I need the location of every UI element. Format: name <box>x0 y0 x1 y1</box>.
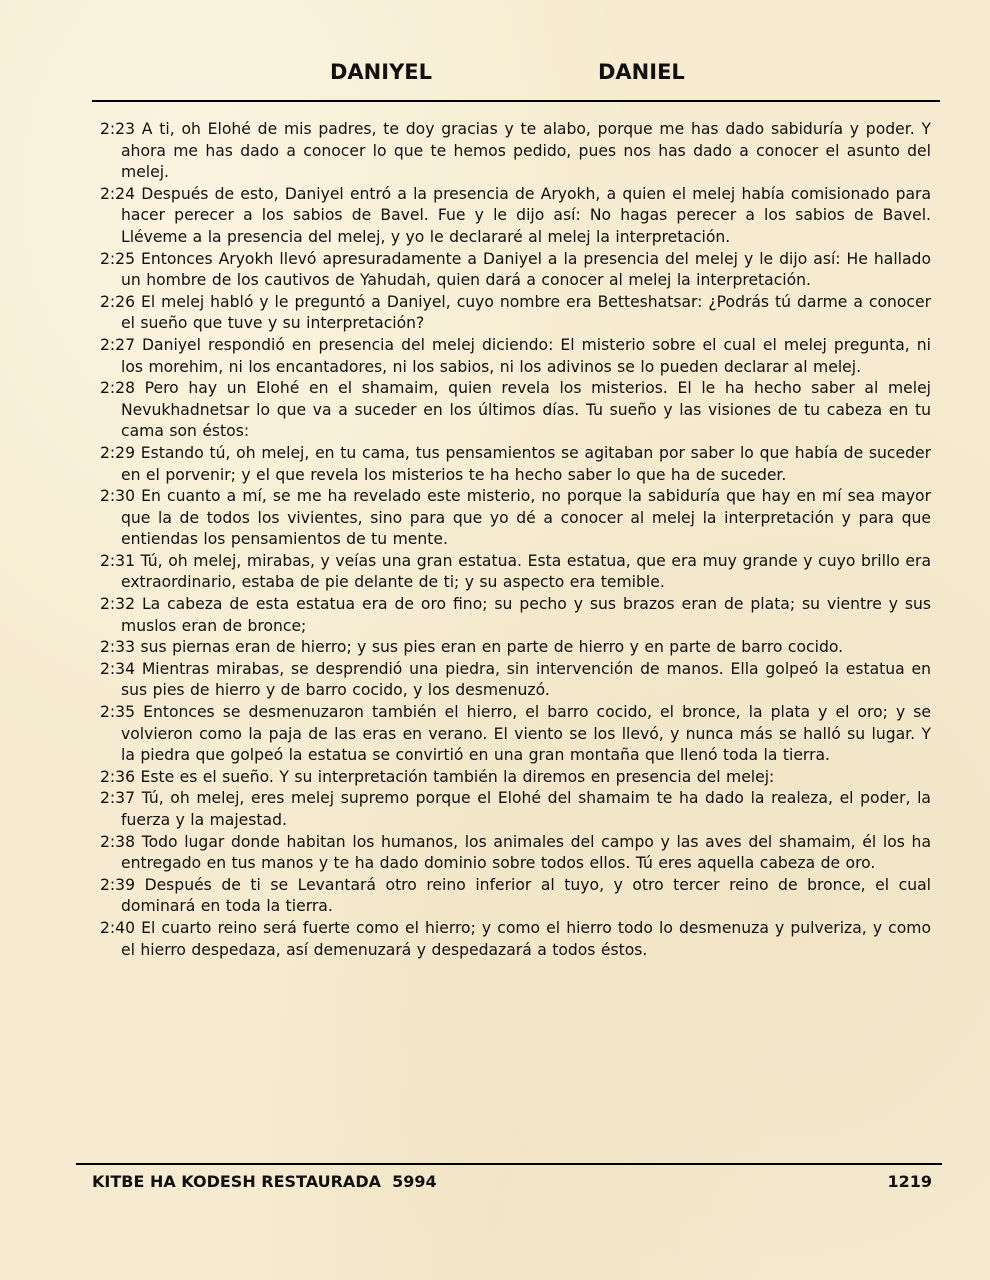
verse-2-25: 2:25 Entonces Aryokh llevó apresuradamente a Daniyel a la presencia del melej y le dijo así: He hallado un hombre de los cautivos de Yahudah, quien dará a conocer al melej la interpretación. <box>100 249 931 290</box>
verse-2-27: 2:27 Daniyel respondió en presencia del melej diciendo: El misterio sobre el cual el melej pregunta, ni los morehim, ni los encantadores, ni los sabios, ni los adivinos se lo pueden declarar al melej. <box>100 335 931 376</box>
verse-2-37: 2:37 Tú, oh melej, eres melej supremo porque el Elohé del shamaim te ha dado la realeza, el poder, la fuerza y la majestad. <box>100 789 931 829</box>
footer-book-title: KITBE HA KODESH RESTAURADA 5994 <box>92 1172 437 1191</box>
verse-2-33: 2:33 sus piernas eran de hierro; y sus pies eran en parte de hierro y en parte de barro cocido. <box>100 638 844 657</box>
verse-2-31: 2:31 Tú, oh melej, mirabas, y veías una gran estatua. Esta estatua, que era muy grande y cuyo brillo era extraordinario, estaba de pie delante de ti; y su aspecto era temible. <box>100 551 931 592</box>
verse-2-30: 2:30 En cuanto a mí, se me ha revelado este misterio, no porque la sabiduría que hay en mí sea mayor que la de todos los vivientes, sino para que yo dé a conocer al melej la interpretación y para que entiendas los pensamientos de tu mente. <box>100 487 931 549</box>
page-number: 1219 <box>887 1172 932 1191</box>
verse-2-34: 2:34 Mientras mirabas, se desprendió una piedra, sin intervención de manos. Ella golpeó la estatua en sus pies de hierro y de barro cocido, y los desmenuzó. <box>100 659 931 700</box>
verse-2-23: 2:23 A ti, oh Elohé de mis padres, te doy gracias y te alabo, porque me has dado sabiduría y poder. Y ahora me has dado a conocer lo que te hemos pedido, pues nos has dado a conocer el asunto del melej. <box>100 120 931 182</box>
running-header <box>0 60 990 90</box>
verse-2-36: 2:36 Este es el sueño. Y su interpretación también la diremos en presencia del melej: <box>100 767 775 786</box>
verse-2-35: 2:35 Entonces se desmenuzaron también el hierro, el barro cocido, el bronce, la plata y el oro; y se volvieron como la paja de las eras en verano. El viento se los llevó, y nunca más se halló su lugar. Y la piedra que golpeó la estatua se convirtió en una gran montaña que llenó toda la tierra. <box>100 703 931 765</box>
verse-2-28: 2:28 Pero hay un Elohé en el shamaim, quien revela los misterios. El le ha hecho saber al melej Nevukhadnetsar lo que va a suceder en los últimos días. Tu sueño y las visiones de tu cabeza en tu cama son éstos: <box>100 379 931 441</box>
verse-2-26: 2:26 El melej habló y le preguntó a Daniyel, cuyo nombre era Betteshatsar: ¿Podrás tú darme a conocer el sueño que tuve y su interpretación? <box>100 292 931 333</box>
header-title-spanish: DANIEL <box>598 60 685 84</box>
verse-2-38: 2:38 Todo lugar donde habitan los humanos, los animales del campo y las aves del shamaim, él los ha entregado en tus manos y te ha dado dominio sobre todos ellos. Tú eres aquella cabeza de oro. <box>100 832 931 873</box>
verse-list <box>100 119 931 961</box>
footer-divider <box>76 1163 942 1165</box>
header-divider <box>92 100 940 102</box>
verse-2-24: 2:24 Después de esto, Daniyel entró a la presencia de Aryokh, a quien el melej había comisionado para hacer perecer a los sabios de Bavel. Fue y le dijo así: No hagas perecer a los sabios de Bavel. Lléveme a la presencia del melej, y yo le declararé al melej la interpretación. <box>100 184 931 246</box>
verse-2-32: 2:32 La cabeza de esta estatua era de oro fino; su pecho y sus brazos eran de plata; su vientre y sus muslos eran de bronce; <box>100 595 931 635</box>
verse-2-39: 2:39 Después de ti se Levantará otro reino inferior al tuyo, y otro tercer reino de bronce, el cual dominará en toda la tierra. <box>100 875 931 916</box>
verse-2-40: 2:40 El cuarto reino será fuerte como el hierro; y como el hierro todo lo desmenuza y pulveriza, y como el hierro despedaza, así demenuzará y despedazará a todos éstos. <box>100 918 931 959</box>
header-title-hebrew: DANIYEL <box>330 60 433 84</box>
verse-2-29: 2:29 Estando tú, oh melej, en tu cama, tus pensamientos se agitaban por saber lo que había de suceder en el porvenir; y el que revela los misterios te ha hecho saber lo que ha de suceder. <box>100 443 931 484</box>
